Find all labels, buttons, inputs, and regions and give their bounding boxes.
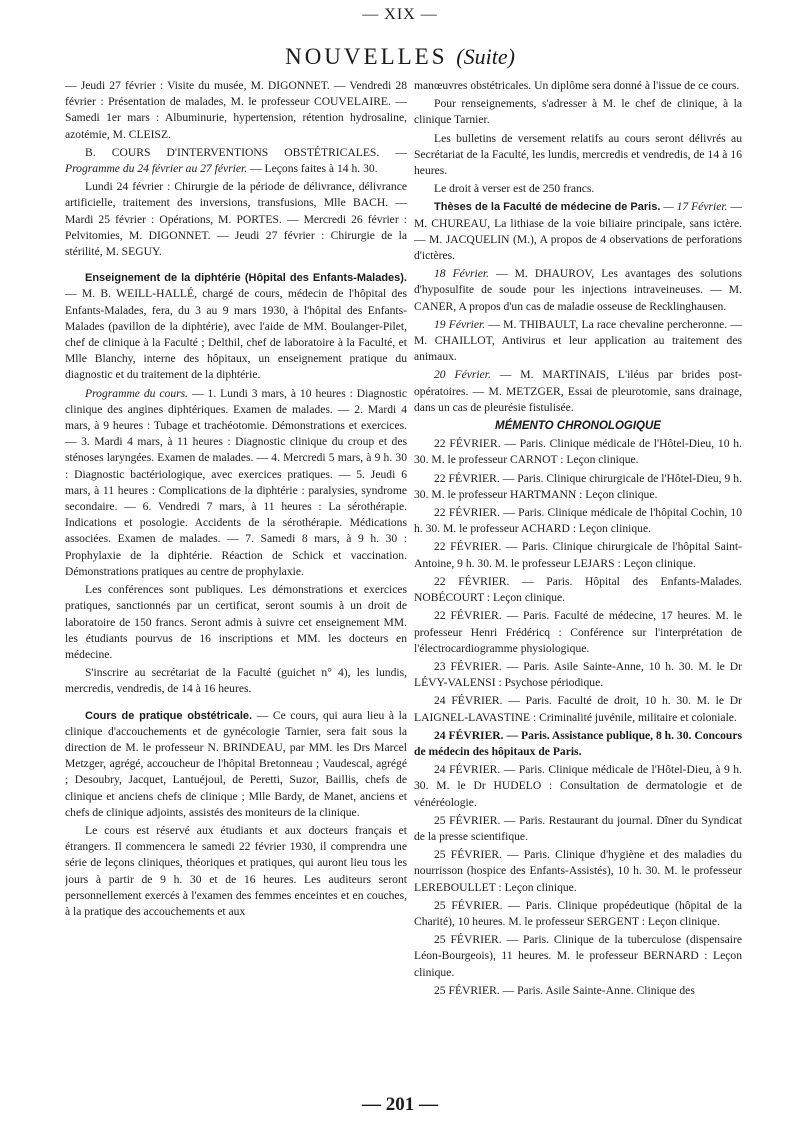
memento-entry: 22 FÉVRIER. — Paris. Clinique médicale de l'hôpital Cochin, 10 h. 30. M. le professeur ACHARD : Leçon clinique.	[414, 506, 742, 536]
memento-heading: MÉMENTO CHRONOLOGIQUE	[495, 420, 661, 433]
memento-entry: 25 FÉVRIER. — Paris. Asile Sainte-Anne. Clinique des	[434, 983, 695, 997]
paragraph: Les bulletins de versement relatifs au cours seront délivrés au Secrétariat de la Faculté, les lundis, mercredis et vendredis, de 14 à 16 heures.	[414, 131, 742, 178]
memento-entry: 23 FÉVRIER. — Paris. Asile Sainte-Anne, 10 h. 30. M. le Dr LÉVY-VALENSI : Psychose périodique.	[414, 659, 742, 690]
paragraph: Le cours est réservé aux étudiants et aux docteurs français et étrangers. Il commencera le samedi 22 février 1930, il comprendra une série de leçons cliniques, théoriques et pratiques, qui auront lieu tous les jours à partir de 9 h. 30 et de 16 heures. Les auditeurs seront personnellement exercés à l'examen des femmes enceintes et en couches, à la pratique des accouchements et aux	[65, 823, 407, 918]
section-title-main: NOUVELLES	[285, 44, 448, 69]
memento-entry: 24 FÉVRIER. — Paris. Faculté de droit, 10 h. 30. M. le Dr LAIGNEL-LAVASTINE : Criminalité juvénile, militaire et coloniale.	[414, 694, 742, 724]
text: — Ce cours, qui aura lieu à la clinique d'accouchements et de gynécologie Tarnier, sera fait sous la direction de M. le professeur N. BRINDEAU, par MM. les Drs Marcel Metzger, agrégé, accoucheur de l'hôpital Bretonneau ; Vaudescal, agrégé ; Desoubry, Jacquet, Lantuéjoul, de Peretti, Suzor, Baillis, chefs de clinique et anciens chefs de clinique ; Mlle Bardy, de Manet, anciens et chefs de clinique adjoints, assistés des moniteurs de la clinique.	[65, 708, 407, 819]
memento-entry: 25 FÉVRIER. — Paris. Clinique d'hygiène et des maladies du nourrisson (hospice des Enfants-Assistés), 10 h. 30. M. le professeur LEREBOULLET : Leçon clinique.	[414, 848, 742, 894]
paragraph: — Jeudi 27 février : Visite du musée, M. DIGONNET. — Vendredi 28 février : Présentation de malades, M. le professeur COUVELAIRE. — Samedi 1er mars : Albuminurie, hypertension, rétention hydrosaline, azotémie, M. CLEISZ.	[65, 79, 407, 141]
text: — M. DHAUROV, Les avantages des solutions d'hyposulfite de soude pour les injections intraveineuses. — M. CANER, A propos d'un cas de maladie osseuse de Recklinghausen.	[414, 267, 742, 313]
paragraph	[414, 199, 742, 264]
memento-entry: 24 FÉVRIER. — Paris. Assistance publique, 8 h. 30. Concours de médecin des hôpitaux de Paris.	[414, 728, 742, 758]
memento-entry: 25 FÉVRIER. — Paris. Restaurant du journal. Dîner du Syndicat de la presse scientifique.	[414, 813, 742, 843]
italic-text: Programme du cours.	[85, 386, 189, 400]
italic-text: 18 Février.	[434, 267, 489, 281]
page-number: — 201 —	[362, 1094, 438, 1115]
paragraph: Les conférences sont publiques. Les démonstrations et exercices pratiques, sanctionnés par un certificat, seront soumis à un droit de laboratoire de 150 francs. Seront admis à suivre cet enseignement MM. les étudiants pourvus de 16 inscriptions et MM. les docteurs en médecine.	[65, 583, 407, 661]
memento-entry: 25 FÉVRIER. — Paris. Clinique propédeutique (hôpital de la Charité), 10 heures. M. le professeur SERGENT : Leçon clinique.	[414, 898, 742, 928]
paragraph	[65, 145, 407, 177]
memento-entry: 25 FÉVRIER. — Paris. Clinique de la tuberculose (dispensaire Léon-Bourgeois), 11 heures. M. le professeur BERNARD : Leçon clinique.	[414, 933, 742, 979]
text: — 1. Lundi 3 mars, à 10 heures : Diagnostic clinique des angines diphtériques. Examen de malades. — 2. Mardi 4 mars, à 9 heures : Tubage et trachéotomie. Démonstrations et exercices. — 3. Mardi 4 mars, à 11 heures : Diagnostic clinique du croup et des sténoses laryngées. Examen de malades. — 4. Mercredi 5 mars, à 9 h. 30 : Diagnostic bactériologique, avec exercices pratiques. — 5. Jeudi 6 mars, à 11 heures : Complications de la diphtérie : paralysies, syndrome secondaire. — 6. Vendredi 7 mars, à 11 heures : La sérothérapie. Indications et posologie. Accidents de la sérothérapie. Médications associées. Examen de malades. — 7. Samedi 8 mars, à 9 h. 30 : Prophylaxie de la diphtérie. Réaction de Schick et vaccination. Démonstrations pratiques au centre de prophylaxie.	[65, 386, 407, 578]
italic-text: 19 Février.	[434, 317, 486, 331]
section-title-suite: (Suite)	[456, 44, 515, 69]
paragraph	[65, 708, 407, 821]
right-column	[414, 78, 742, 1100]
text: — M. B. WEILL-HALLÉ, chargé de cours, médecin de l'hôpital des Enfants-Malades, fera, du 3 au 9 mars 1930, à l'hôpital des Enfants-Malades (pavillon de la diphtérie), avec l'aide de MM. Boulanger-Pilet, chef de clinique à la Faculté ; Delthil, chef de laboratoire à la Faculté, et Mlle Blanchy, interne des hôpitaux, un enseignement pratique du diagnostic et du traitement de la diphtérie.	[65, 287, 407, 382]
memento-entry: 24 FÉVRIER. — Paris. Clinique médicale de l'Hôtel-Dieu, à 9 h. 30. M. le Dr HUDELO : Consultation de dermatologie et de vénéréologie.	[414, 763, 742, 809]
heading: Cours de pratique obstétricale.	[85, 709, 253, 722]
paragraph	[65, 386, 407, 580]
italic-text: — 17 Février.	[663, 200, 728, 214]
text: — M. CHUREAU, La lithiase de la voie biliaire principale, sans ictère. — M. JACQUELIN (M.), A propos de 4 observations de perforations d'ictères.	[414, 200, 742, 263]
paragraph: Pour renseignements, s'adresser à M. le chef de clinique, à la clinique Tarnier.	[414, 97, 742, 127]
memento-entry: 22 FÉVRIER. — Paris. Clinique médicale de l'Hôtel-Dieu, 10 h. 30. M. le professeur CARNOT : Leçon clinique.	[414, 437, 742, 467]
roman-page-number: — XIX —	[362, 6, 438, 23]
text: — M. THIBAULT, La race chevaline percheronne. — M. CHAILLOT, Antivirus et leur application au traitement des animaux.	[414, 317, 742, 364]
left-column	[65, 78, 407, 1100]
memento-entry: 22 FÉVRIER. — Paris. Clinique chirurgicale de l'Hôtel-Dieu, 9 h. 30. M. le professeur HARTMANN : Leçon clinique.	[414, 471, 742, 501]
paragraph	[414, 317, 742, 366]
section-title	[0, 44, 800, 70]
memento-entry: 22 FÉVRIER. — Paris. Hôpital des Enfants-Malades. NOBÉCOURT : Leçon clinique.	[414, 574, 742, 605]
paragraph: Le droit à verser est de 250 francs.	[434, 182, 595, 196]
section-lead: B. COURS D'INTERVENTIONS OBSTÉTRICALES. —	[85, 145, 407, 159]
heading: Thèses de la Faculté de médecine de Paris.	[434, 201, 661, 214]
italic-text: Programme du 24 février au 27 février.	[65, 162, 248, 176]
italic-text: 20 Février.	[434, 368, 491, 382]
paragraph	[65, 270, 407, 383]
paragraph: S'inscrire au secrétariat de la Faculté (guichet n° 4), les lundis, mercredis, vendredis, de 14 à 16 heures.	[65, 666, 407, 696]
text: — Leçons faites à 14 h. 30.	[250, 162, 378, 176]
memento-entry: 22 FÉVRIER. — Paris. Faculté de médecine, 17 heures. M. le professeur Henri Frédéricq : Conférence sur l'interprétation de l'électrocardiogramme physiologique.	[414, 609, 742, 655]
paragraph	[414, 367, 742, 416]
paragraph	[414, 266, 742, 315]
memento-entry: 22 FÉVRIER. — Paris. Clinique chirurgicale de l'hôpital Saint-Antoine, 9 h. 30. M. le professeur LEJARS : Leçon clinique.	[414, 540, 742, 570]
paragraph: manœuvres obstétricales. Un diplôme sera donné à l'issue de ce cours.	[414, 79, 740, 92]
heading: Enseignement de la diphtérie (Hôpital des Enfants-Malades).	[85, 272, 407, 285]
text: — M. MARTINAIS, L'iléus par brides post-opératoires. — M. METZGER, Essai de pleurotomie, sans drainage, dans un cas de pleurésie fistulisée.	[414, 368, 742, 414]
paragraph: Lundi 24 février : Chirurgie de la période de délivrance, délivrance artificielle, traitement des inversions, transfusions, Mlle BACH. — Mardi 25 février : Opérations, M. PORTES. — Mercredi 26 février : Pelvitomies, M. DIGONNET. — Jeudi 27 février : Chirurgie de la stérilité, M. SEGUY.	[65, 180, 407, 259]
